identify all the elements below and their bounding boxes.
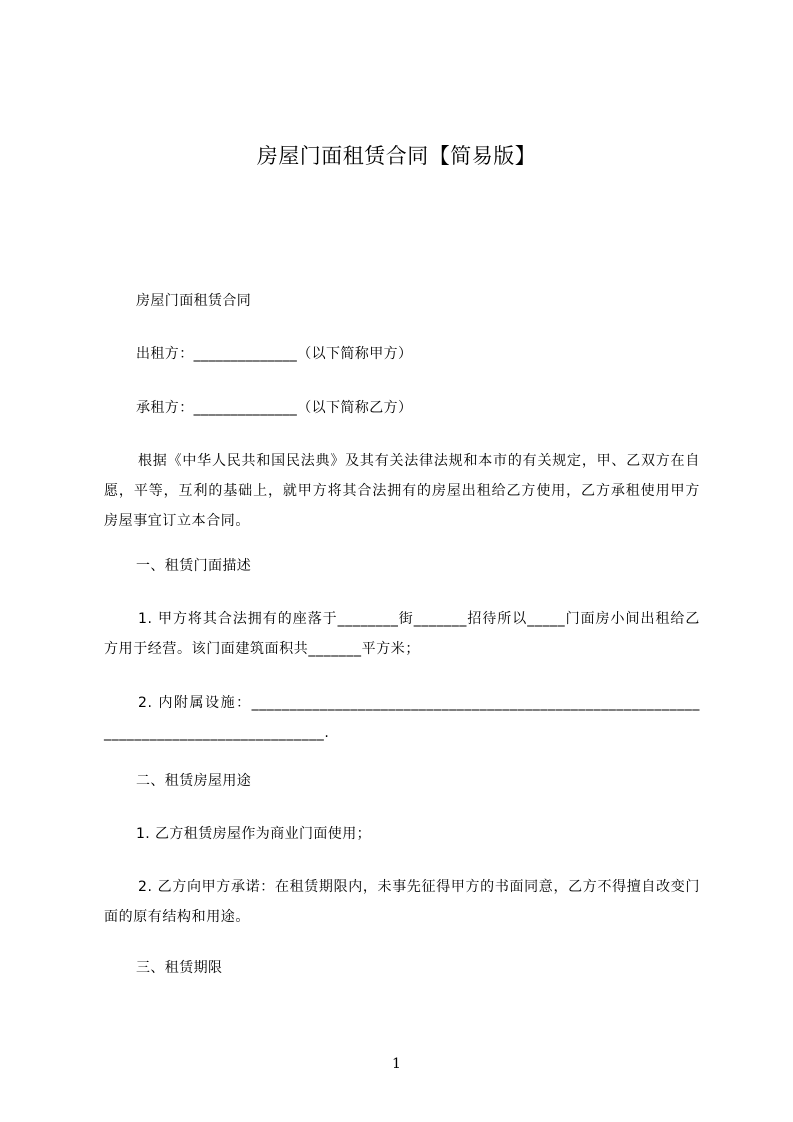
section-2-item-1: 1. 乙方租赁房屋作为商业门面使用； xyxy=(136,826,372,842)
section-2-item-2: 2. 乙方向甲方承诺：在租赁期限内，未事先征得甲方的书面同意，乙方不得擅自改变门面的原有结构和用途。 xyxy=(104,879,700,925)
document-title: 房屋门面租赁合同【简易版】 xyxy=(256,144,537,168)
section-1-item-1: 1. 甲方将其合法拥有的座落于________街_______招待所以_____门面房小间出租给乙方用于经营。该门面建筑面积共_______平方米； xyxy=(104,611,700,657)
preamble-paragraph: 根据《中华人民共和国民法典》及其有关法律法规和本市的有关规定，甲、乙双方在自愿，平等，互利的基础上，就甲方将其合法拥有的房屋出租给乙方使用，乙方承租使用甲方房屋事宜订立本合同。 xyxy=(104,453,700,529)
lessor-line: 出租方：______________（以下简称甲方） xyxy=(136,346,413,362)
page-number: 1 xyxy=(392,1056,401,1072)
section-2-heading: 二、租赁房屋用途 xyxy=(136,773,252,789)
contract-subtitle: 房屋门面租赁合同 xyxy=(136,293,252,309)
section-3-heading: 三、租赁期限 xyxy=(136,960,223,976)
section-1-heading: 一、租赁门面描述 xyxy=(136,558,252,574)
section-1-item-2: 2. 内附属设施：________________________________________________________________________________________. xyxy=(104,695,700,741)
lessee-line: 承租方：______________（以下简称乙方） xyxy=(136,400,413,416)
